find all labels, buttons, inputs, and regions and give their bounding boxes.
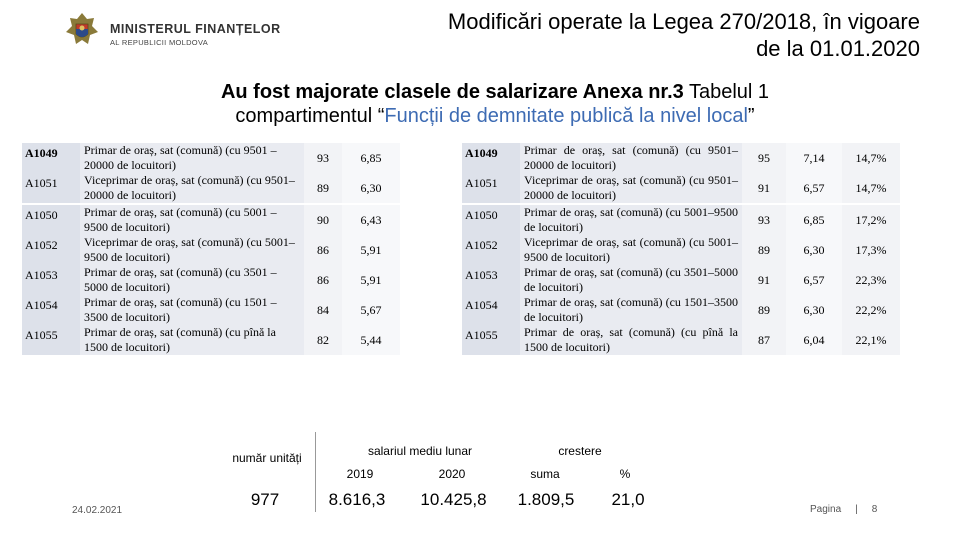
- salary-class-cell: 86: [304, 265, 342, 295]
- increase-percent-cell: 14,7%: [842, 143, 900, 173]
- job-title-cell: Primar de oraș, sat (comună) (cu 1501–3500 de locuitori): [520, 295, 742, 325]
- table-row: [462, 143, 900, 173]
- salary-label: salariul mediu lunar: [367, 444, 473, 458]
- page-title: [270, 8, 920, 62]
- job-code-cell: A1052: [22, 235, 80, 265]
- units-label: număr unități: [232, 451, 302, 465]
- ministry-name: MINISTERUL FINANȚELOR: [110, 22, 281, 36]
- coefficient-cell: 6,85: [342, 143, 400, 173]
- growth-sum-value: 1.809,5: [517, 490, 575, 509]
- table-row: [22, 265, 400, 295]
- coefficient-cell: 5,91: [342, 265, 400, 295]
- job-title-cell: Primar de oraș, sat (comună) (cu 3501–5000 de locuitori): [520, 265, 742, 295]
- salary-class-cell: 84: [304, 295, 342, 325]
- page-indicator: [810, 504, 877, 515]
- salary-class-cell: 95: [742, 143, 786, 173]
- job-title-cell: Primar de oraș, sat (comună) (cu 1501 –3500 de locuitori): [80, 295, 304, 325]
- coefficient-cell: 6,30: [786, 295, 842, 325]
- job-title-cell: Primar de oraș, sat (comună) (cu 5001–9500 de locuitori): [520, 204, 742, 235]
- coefficient-cell: 5,67: [342, 295, 400, 325]
- job-code-cell: A1050: [462, 204, 520, 235]
- salary-class-cell: 90: [304, 204, 342, 235]
- subtitle-compartment: compartimentul “: [235, 105, 385, 127]
- job-title-cell: Viceprimar de oraș, sat (comună) (cu 5001–9500 de locuitori): [80, 235, 304, 265]
- growth-label: crestere: [558, 444, 602, 458]
- job-title-cell: Viceprimar de oraș, sat (comună) (cu 9501–20000 de locuitori): [520, 173, 742, 204]
- coefficient-cell: 6,43: [342, 204, 400, 235]
- table-row: [462, 173, 900, 204]
- job-title-cell: Primar de oraș, sat (comună) (cu 5001 –9500 de locuitori): [80, 204, 304, 235]
- year-2020-label: 2020: [438, 467, 466, 481]
- table-row: [22, 325, 400, 355]
- growth-percent-value: 21,0: [611, 490, 645, 509]
- salary-class-cell: 89: [742, 235, 786, 265]
- job-code-cell: A1054: [22, 295, 80, 325]
- new-salary-classes-table: [462, 143, 900, 355]
- coefficient-cell: 5,44: [342, 325, 400, 355]
- job-title-cell: Primar de oraș, sat (comună) (cu pînă la 1500 de locuitori): [80, 325, 304, 355]
- salary-2019-value: 8.616,3: [328, 490, 386, 509]
- job-code-cell: A1053: [462, 265, 520, 295]
- job-code-cell: A1051: [462, 173, 520, 204]
- table-row: [462, 235, 900, 265]
- ministry-logo: [62, 10, 281, 50]
- table-row: [462, 325, 900, 355]
- salary-class-cell: 93: [304, 143, 342, 173]
- job-title-cell: Viceprimar de oraș, sat (comună) (cu 9501–20000 de locuitori): [80, 173, 304, 204]
- job-title-cell: Primar de oraș, sat (comună) (cu 9501–20000 de locuitori): [520, 143, 742, 173]
- percent-label: %: [619, 467, 631, 481]
- job-code-cell: A1053: [22, 265, 80, 295]
- salary-class-cell: 86: [304, 235, 342, 265]
- units-value: 977: [250, 490, 280, 509]
- sum-label: suma: [530, 467, 560, 481]
- table-row: [22, 295, 400, 325]
- increase-percent-cell: 17,3%: [842, 235, 900, 265]
- job-code-cell: A1050: [22, 204, 80, 235]
- job-code-cell: A1049: [462, 143, 520, 173]
- subtitle-bold: Au fost majorate clasele de salarizare Anexa nr.3: [220, 81, 684, 103]
- job-title-cell: Primar de oraș, sat (comună) (cu 3501 –5000 de locuitori): [80, 265, 304, 295]
- subtitle-highlight: Funcții de demnitate publică la nivel local: [384, 105, 748, 127]
- coefficient-cell: 5,91: [342, 235, 400, 265]
- coefficient-cell: 6,30: [342, 173, 400, 204]
- coefficient-cell: 6,04: [786, 325, 842, 355]
- increase-percent-cell: 14,7%: [842, 173, 900, 204]
- increase-percent-cell: 22,2%: [842, 295, 900, 325]
- coefficient-cell: 6,85: [786, 204, 842, 235]
- table-row: [22, 143, 400, 173]
- year-2019-label: 2019: [346, 467, 374, 481]
- subtitle-table-ref: Tabelul 1: [683, 81, 770, 103]
- table-row: [462, 295, 900, 325]
- salary-class-cell: 91: [742, 173, 786, 204]
- job-code-cell: A1055: [462, 325, 520, 355]
- job-code-cell: A1051: [22, 173, 80, 204]
- salary-class-cell: 91: [742, 265, 786, 295]
- job-code-cell: A1055: [22, 325, 80, 355]
- ministry-country: AL REPUBLICII MOLDOVA: [110, 38, 208, 47]
- page-subtitle: [100, 80, 890, 128]
- salary-class-cell: 82: [304, 325, 342, 355]
- coefficient-cell: 6,57: [786, 265, 842, 295]
- page-label: Pagina: [810, 504, 842, 515]
- coefficient-cell: 7,14: [786, 143, 842, 173]
- salary-class-cell: 87: [742, 325, 786, 355]
- moldova-coat-of-arms-icon: [62, 10, 102, 50]
- salary-2020-value: 10.425,8: [420, 490, 487, 509]
- table-row: [22, 235, 400, 265]
- table-row: [22, 204, 400, 235]
- job-title-cell: Viceprimar de oraș, sat (comună) (cu 5001–9500 de locuitori): [520, 235, 742, 265]
- old-salary-classes-table: [22, 143, 400, 355]
- title-line-2: de la 01.01.2020: [756, 36, 920, 61]
- increase-percent-cell: 22,3%: [842, 265, 900, 295]
- job-code-cell: A1054: [462, 295, 520, 325]
- salary-class-cell: 93: [742, 204, 786, 235]
- subtitle-close-quote: ”: [747, 105, 755, 127]
- page-number: 8: [871, 504, 878, 515]
- salary-class-cell: 89: [742, 295, 786, 325]
- job-code-cell: A1052: [462, 235, 520, 265]
- page-separator: |: [855, 504, 858, 515]
- title-line-1: Modificări operate la Legea 270/2018, în vigoare: [447, 9, 920, 34]
- slide-date: 24.02.2021: [72, 505, 123, 516]
- job-code-cell: A1049: [22, 143, 80, 173]
- table-row: [462, 265, 900, 295]
- job-title-cell: Primar de oraș, sat (comună) (cu pînă la 1500 de locuitori): [520, 325, 742, 355]
- salary-class-cell: 89: [304, 173, 342, 204]
- table-row: [22, 173, 400, 204]
- job-title-cell: Primar de oraș, sat (comună) (cu 9501 –20000 de locuitori): [80, 143, 304, 173]
- increase-percent-cell: 17,2%: [842, 204, 900, 235]
- increase-percent-cell: 22,1%: [842, 325, 900, 355]
- coefficient-cell: 6,30: [786, 235, 842, 265]
- coefficient-cell: 6,57: [786, 173, 842, 204]
- table-row: [462, 204, 900, 235]
